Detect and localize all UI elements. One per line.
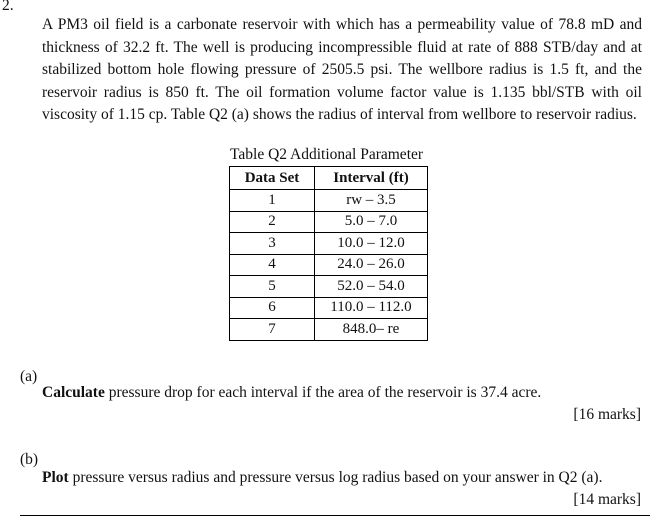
table-header-row <box>230 167 428 190</box>
table-row <box>230 233 428 255</box>
part-a-keyword: Calculate <box>42 384 105 401</box>
bottom-divider <box>20 515 650 516</box>
table-row <box>230 211 428 233</box>
interval-cell: 52.0 – 54.0 <box>315 276 428 298</box>
data-set-cell: 1 <box>230 190 315 212</box>
table-caption: Table Q2 Additional Parameter <box>230 146 424 163</box>
data-set-cell: 7 <box>230 319 315 341</box>
data-set-cell: 6 <box>230 297 315 319</box>
data-set-cell: 4 <box>230 254 315 276</box>
part-b-text: pressure versus radius and pressure versus log radius based on your answer in Q2 (a). <box>68 469 603 486</box>
interval-cell: 5.0 – 7.0 <box>315 211 428 233</box>
part-b-label: (b) <box>20 451 39 468</box>
table-row <box>230 190 428 212</box>
question-number: 2. <box>2 0 14 14</box>
part-b-marks: [14 marks] <box>573 491 641 508</box>
question-intro: A PM3 oil field is a carbonate reservoir with which has a permeability value of 78.8 mD and thickness of 32.2 ft. The well is producing incompressible fluid at rate of 888 STB/day and at stabilized bottom hole flowing pressure of 2505.5 psi. The wellbore radius is 1.5 ft, and the reservoir radius is 850 ft. The oil formation volume factor value is 1.135 bbl/STB with oil viscosity of 1.15 cp. Table Q2 (a) shows the radius of interval from wellbore to reservoir radius. <box>42 16 642 123</box>
part-a-text: pressure drop for each interval if the area of the reservoir is 37.4 acre. <box>104 384 542 401</box>
part-b-question <box>42 469 602 487</box>
table-row <box>230 319 428 341</box>
header-data-set: Data Set <box>230 167 315 190</box>
data-set-cell: 5 <box>230 276 315 298</box>
interval-cell: rw – 3.5 <box>315 190 428 212</box>
interval-cell: 24.0 – 26.0 <box>315 254 428 276</box>
part-a-marks: [16 marks] <box>573 406 641 423</box>
data-set-cell: 2 <box>230 211 315 233</box>
part-b-keyword: Plot <box>42 469 69 486</box>
interval-cell: 848.0– re <box>315 319 428 341</box>
table-row <box>230 254 428 276</box>
interval-cell: 10.0 – 12.0 <box>315 233 428 255</box>
part-a-label: (a) <box>20 368 38 385</box>
header-interval: Interval (ft) <box>315 167 428 190</box>
table-row <box>230 297 428 319</box>
interval-cell: 110.0 – 112.0 <box>315 297 428 319</box>
part-a-question <box>42 384 541 402</box>
parameter-table <box>229 166 428 341</box>
table-row <box>230 276 428 298</box>
data-set-cell: 3 <box>230 233 315 255</box>
